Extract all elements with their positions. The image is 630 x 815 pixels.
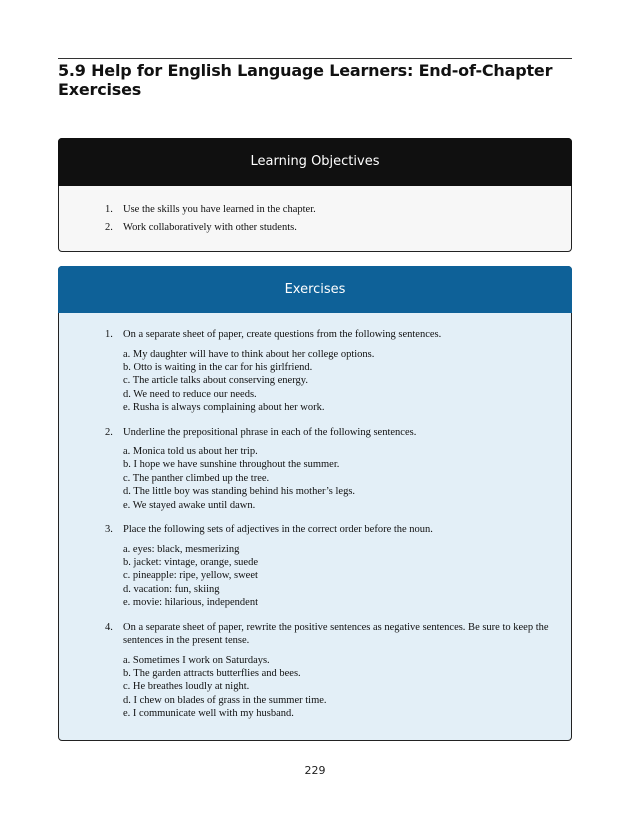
exercise-sentence: a. Monica told us about her trip. bbox=[123, 446, 258, 458]
exercises-list bbox=[59, 328, 571, 721]
exercise-sentence: d. vacation: fun, skiing bbox=[123, 583, 220, 595]
exercise-sentence: b. jacket: vintage, orange, suede bbox=[123, 556, 258, 568]
exercise-number: 2. bbox=[105, 426, 113, 438]
exercise-sentence: e. Rusha is always complaining about her work. bbox=[123, 402, 325, 414]
page-title: 5.9 Help for English Language Learners: End-of-Chapter Exercises bbox=[58, 61, 553, 99]
exercise-sentence: c. The panther climbed up the tree. bbox=[123, 472, 270, 484]
exercise-instruction: On a separate sheet of paper, rewrite the positive sentences as negative sentences. Be sure to keep the sentences in the present tense. bbox=[123, 621, 549, 647]
exercise-sentence: c. pineapple: ripe, yellow, sweet bbox=[123, 570, 258, 582]
item-text: Work collaboratively with other students. bbox=[123, 222, 297, 233]
exercise-number: 1. bbox=[105, 329, 113, 340]
exercise-number: 3. bbox=[105, 524, 113, 536]
exercise-sentences bbox=[123, 543, 557, 610]
learning-objectives-box bbox=[58, 138, 572, 252]
exercises-box bbox=[58, 266, 572, 741]
exercise-number: 4. bbox=[105, 621, 113, 633]
exercise-sentence: d. The little boy was standing behind his mother’s legs. bbox=[123, 486, 356, 498]
exercise-instruction: Place the following sets of adjectives in the correct order before the noun. bbox=[123, 524, 433, 536]
exercise-sentence: a. Sometimes I work on Saturdays. bbox=[123, 654, 270, 666]
exercise-sentence: c. He breathes loudly at night. bbox=[123, 681, 250, 693]
exercise-sentences bbox=[123, 445, 557, 512]
exercise-item bbox=[59, 426, 571, 513]
list-item bbox=[59, 219, 571, 237]
exercise-sentences bbox=[123, 654, 557, 721]
learning-objectives-list bbox=[59, 201, 571, 237]
top-rule bbox=[58, 58, 572, 59]
exercise-sentences bbox=[123, 348, 557, 415]
page-number: 229 bbox=[304, 764, 326, 777]
exercise-sentence: a. eyes: black, mesmerizing bbox=[123, 543, 240, 555]
learning-objectives-heading: Learning Objectives bbox=[58, 138, 572, 186]
exercise-sentence: c. The article talks about conserving energy. bbox=[123, 375, 308, 387]
exercise-sentence: b. I hope we have sunshine throughout the summer. bbox=[123, 459, 340, 471]
exercise-sentence: a. My daughter will have to think about her college options. bbox=[123, 348, 375, 360]
exercise-sentence: b. Otto is waiting in the car for his girlfriend. bbox=[123, 361, 313, 373]
list-item bbox=[59, 201, 571, 219]
exercise-instruction: On a separate sheet of paper, create questions from the following sentences. bbox=[123, 329, 442, 340]
exercise-sentence: e. movie: hilarious, independent bbox=[123, 597, 259, 609]
exercise-sentence: d. I chew on blades of grass in the summer time. bbox=[123, 694, 327, 706]
item-number: 1. bbox=[105, 204, 113, 215]
item-text: Use the skills you have learned in the chapter. bbox=[123, 204, 316, 215]
item-number: 2. bbox=[105, 222, 113, 233]
exercise-item bbox=[59, 328, 571, 415]
exercise-sentence: b. The garden attracts butterflies and bees. bbox=[123, 668, 301, 679]
exercise-item bbox=[59, 523, 571, 610]
exercise-sentence: e. I communicate well with my husband. bbox=[123, 708, 294, 720]
exercises-heading: Exercises bbox=[58, 266, 572, 313]
exercise-instruction: Underline the prepositional phrase in each of the following sentences. bbox=[123, 426, 417, 438]
exercise-item bbox=[59, 621, 571, 721]
exercise-sentence: d. We need to reduce our needs. bbox=[123, 388, 257, 400]
exercise-sentence: e. We stayed awake until dawn. bbox=[123, 499, 256, 511]
